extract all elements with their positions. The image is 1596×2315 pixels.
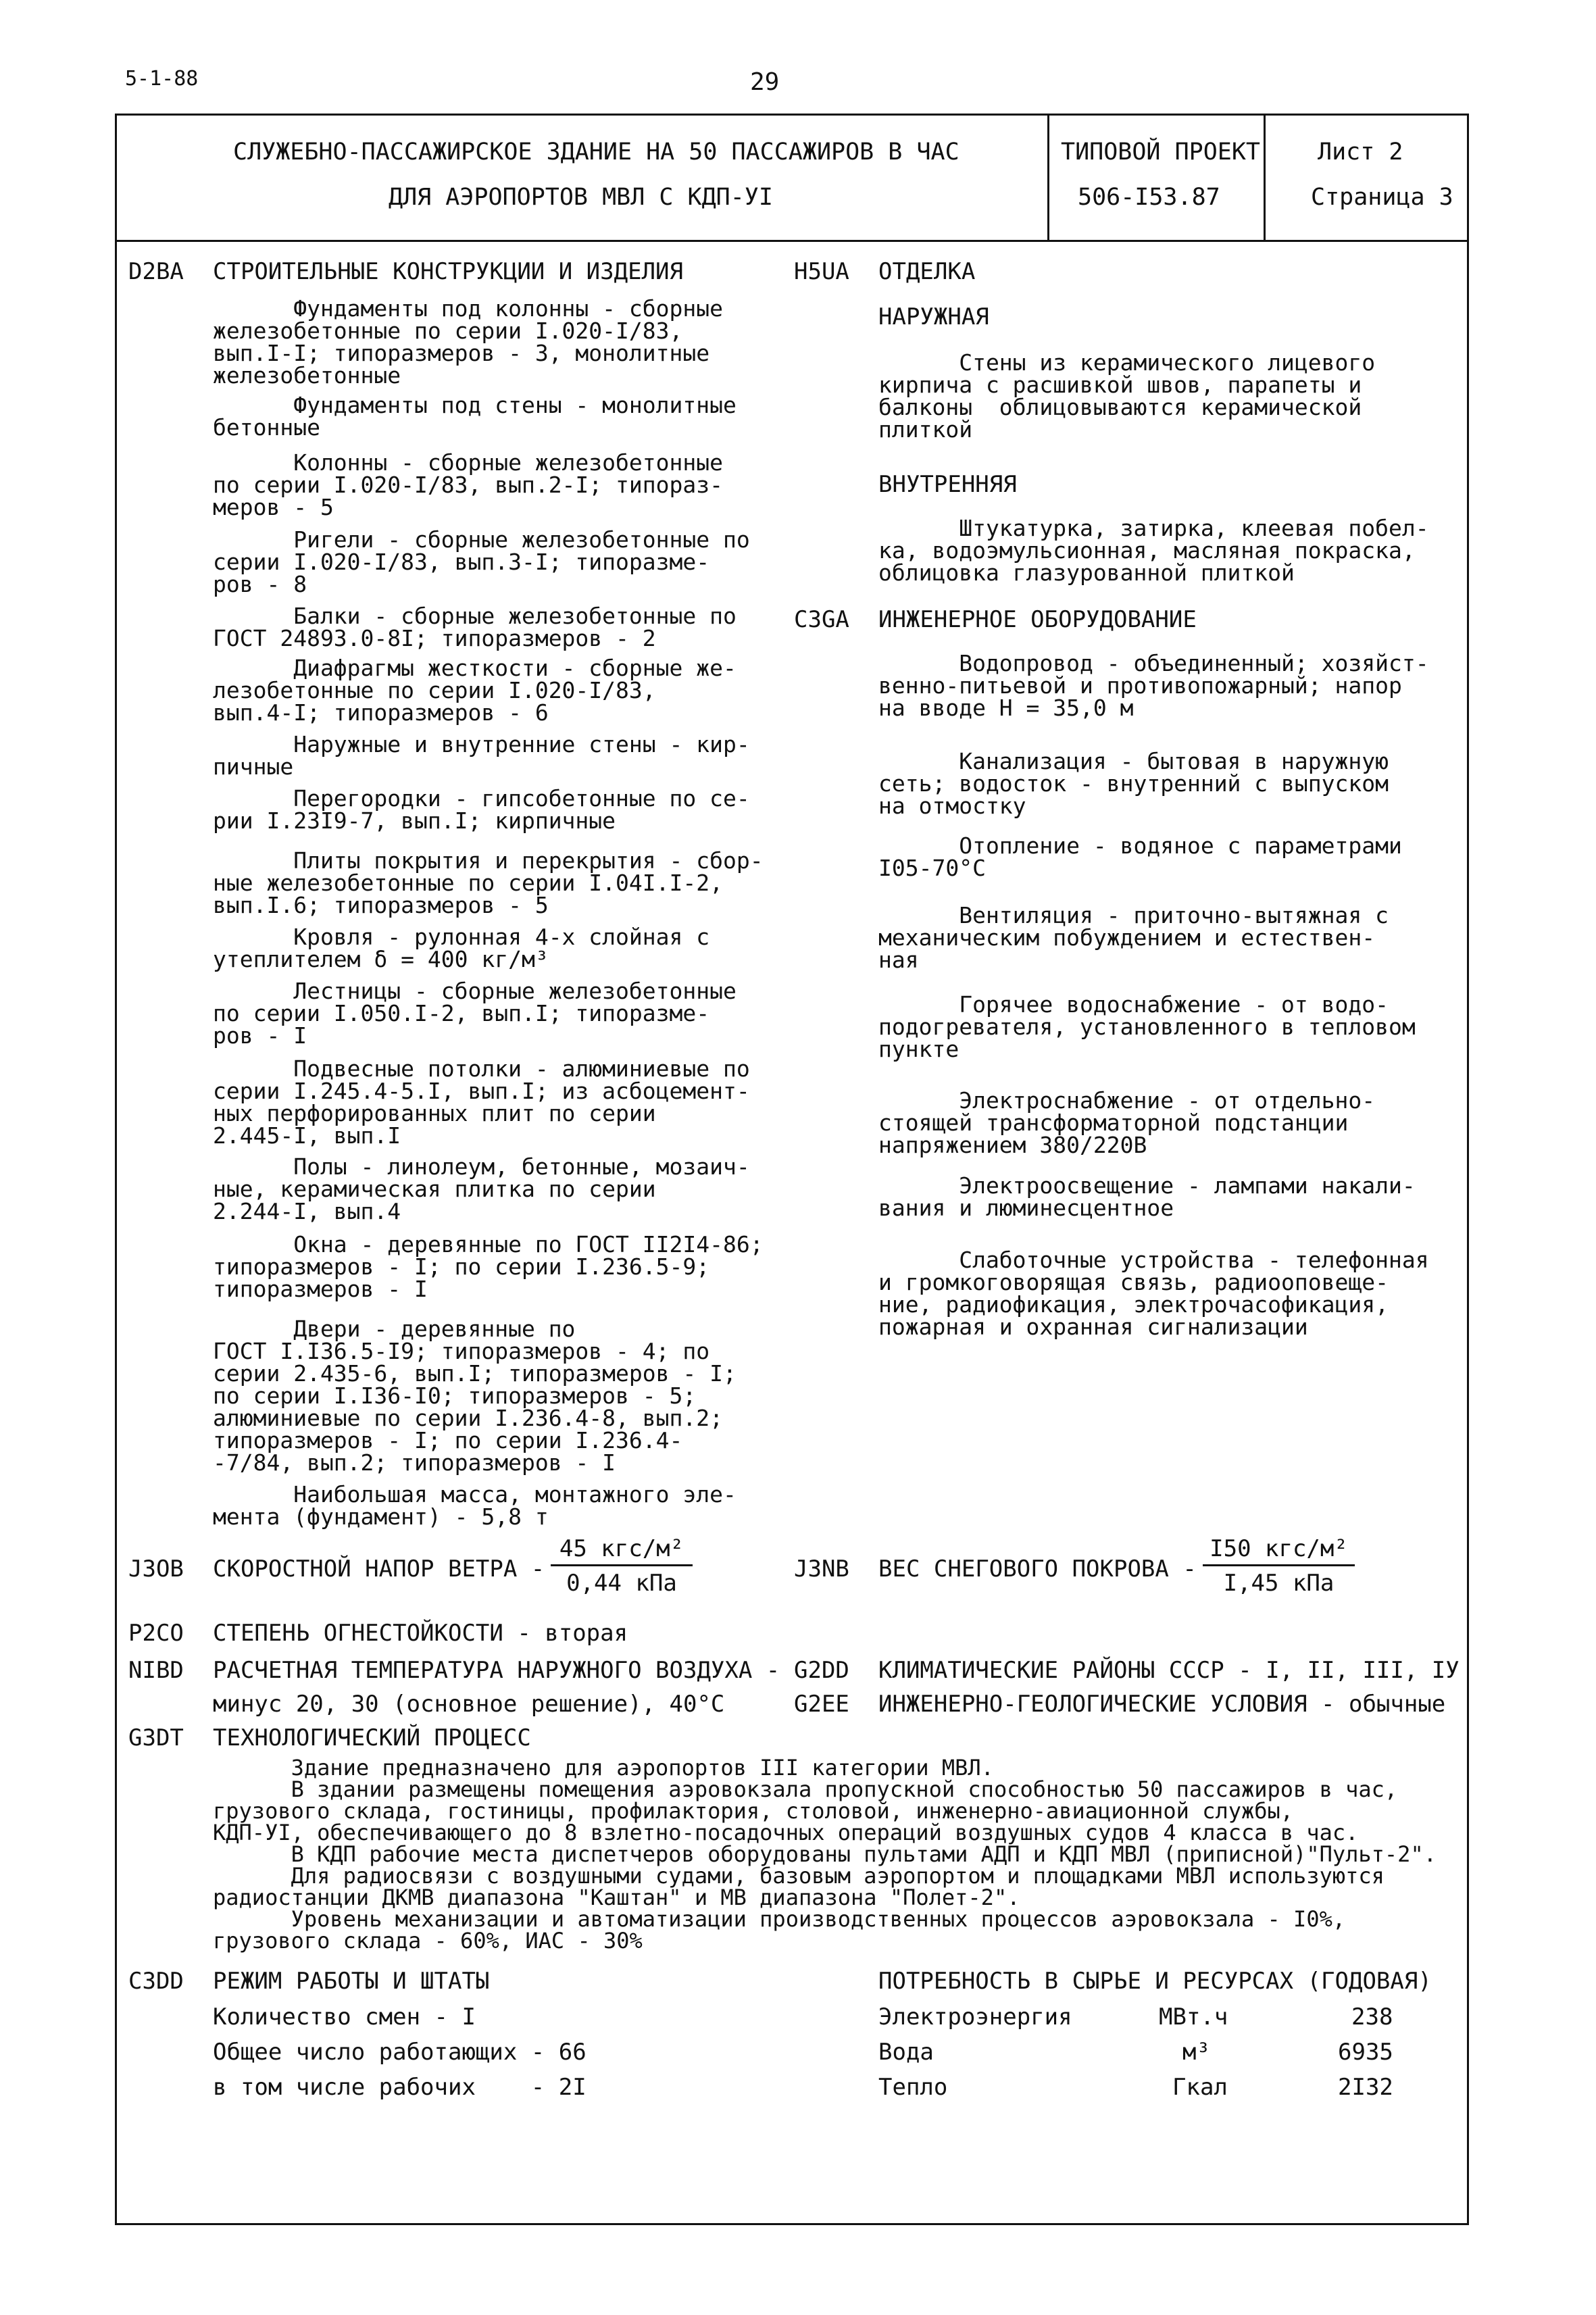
snow-code: J3NB bbox=[794, 1555, 849, 1583]
text-line: пункте bbox=[878, 1036, 959, 1062]
engineering-item bbox=[878, 904, 1389, 971]
text-line: В здании размещены помещения аэровокзала пропускной способностью 50 пассажиров в час, bbox=[213, 1776, 1398, 1802]
text-line: кирпича с расшивкой швов, парапеты и bbox=[878, 372, 1362, 398]
text-line: Уровень механизации и автоматизации производственных процессов аэровокзала - I0%, bbox=[213, 1906, 1346, 1932]
snow-value-kpa: I,45 кПа bbox=[1223, 1570, 1335, 1597]
text-line: Кровля - рулонная 4-х слойная с bbox=[213, 924, 710, 950]
engineering-item bbox=[878, 1174, 1416, 1219]
text-line: ные железобетонные по серии I.04I.I-2, bbox=[213, 870, 723, 896]
construction-item bbox=[213, 657, 737, 724]
text-line: балконы облицовываются керамической bbox=[878, 394, 1362, 420]
text-line: Наибольшая масса, монтажного эле- bbox=[213, 1481, 737, 1508]
page-number: 29 bbox=[750, 68, 780, 96]
text-line: грузового склада - 60%, ИАС - 30% bbox=[213, 1928, 643, 1953]
engineering-item bbox=[878, 993, 1416, 1060]
text-line: по серии I.050.I-2, вып.I; типоразме- bbox=[213, 1000, 710, 1026]
text-line: железобетонные по серии I.020-I/83, bbox=[213, 318, 683, 344]
engineering-item bbox=[878, 1089, 1375, 1156]
text-line: Лестницы - сборные железобетонные bbox=[213, 978, 737, 1004]
regime-code: C3DD bbox=[128, 1968, 184, 1995]
header-title-line2: ДЛЯ АЭРОПОРТОВ МВЛ С КДП-УI bbox=[389, 184, 773, 211]
sheet-number: Лист 2 bbox=[1318, 139, 1403, 166]
text-line: ГОСТ 24893.0-8I; типоразмеров - 2 bbox=[213, 625, 656, 651]
text-line: Электроосвещение - лампами накали- bbox=[878, 1172, 1416, 1199]
resource-name: Вода bbox=[878, 2039, 934, 2066]
construction-item bbox=[213, 1318, 737, 1474]
text-line: ров - I bbox=[213, 1022, 307, 1049]
text-line: Двери - деревянные по bbox=[213, 1316, 576, 1342]
text-line: Перегородки - гипсобетонные по се- bbox=[213, 785, 750, 812]
text-line: сеть; водосток - внутренний с выпуском bbox=[878, 770, 1389, 797]
construction-item bbox=[213, 1233, 764, 1300]
text-line: Плиты покрытия и перекрытия - сбор- bbox=[213, 847, 764, 874]
corner-code: 5-1-88 bbox=[125, 67, 199, 91]
construction-item bbox=[213, 451, 723, 518]
text-line: подогревателя, установленного в тепловом bbox=[878, 1014, 1416, 1040]
text-line: рии I.23I9-7, вып.I; кирпичные bbox=[213, 807, 616, 834]
tech-title: ТЕХНОЛОГИЧЕСКИЙ ПРОЦЕСС bbox=[213, 1724, 531, 1751]
construction-code: D2BA bbox=[128, 258, 184, 285]
regime-title: РЕЖИМ РАБОТЫ И ШТАТЫ bbox=[213, 1968, 490, 1995]
resource-name: Электроэнергия bbox=[878, 2003, 1072, 2031]
text-line: -7/84, вып.2; типоразмеров - I bbox=[213, 1449, 616, 1476]
resource-value: 6935 bbox=[1338, 2039, 1393, 2066]
geo-code: G2EE bbox=[794, 1691, 849, 1718]
text-line: В КДП рабочие места диспетчеров оборудованы пультами АДП и КДП МВЛ (приписной)"Пульт-2". bbox=[213, 1841, 1437, 1867]
tech-process-text bbox=[213, 1757, 1437, 1951]
geo-conditions: ИНЖЕНЕРНО-ГЕОЛОГИЧЕСКИЕ УСЛОВИЯ - обычные bbox=[878, 1691, 1446, 1718]
text-line: Окна - деревянные по ГОСТ II2I4-86; bbox=[213, 1231, 764, 1258]
engineering-item bbox=[878, 750, 1389, 817]
snow-value-kgs: I50 кгс/м² bbox=[1203, 1537, 1355, 1566]
wind-value-kpa: 0,44 кПа bbox=[566, 1570, 677, 1597]
engineering-item bbox=[878, 832, 1402, 881]
page-label: Страница 3 bbox=[1311, 184, 1453, 211]
text-line: вып.4-I; типоразмеров - 6 bbox=[213, 699, 549, 726]
text-line: вып.I.6; типоразмеров - 5 bbox=[213, 892, 549, 918]
snow-value bbox=[1203, 1537, 1355, 1595]
text-line: Здание предназначено для аэропортов III категории МВЛ. bbox=[213, 1755, 994, 1781]
text-line: Слаботочные устройства - телефонная bbox=[878, 1247, 1429, 1273]
text-line: ров - 8 bbox=[213, 571, 307, 597]
finish-code: H5UA bbox=[794, 258, 849, 285]
construction-item bbox=[213, 733, 750, 778]
text-line: типоразмеров - I; по серии I.236.4- bbox=[213, 1427, 683, 1453]
text-line: Ригели - сборные железобетонные по bbox=[213, 526, 750, 553]
text-line: ние, радиофикация, электрочасофикация, bbox=[878, 1291, 1389, 1318]
text-line: Полы - линолеум, бетонные, мозаич- bbox=[213, 1153, 750, 1180]
wind-label: СКОРОСТНОЙ НАПОР ВЕТРА - bbox=[213, 1555, 545, 1583]
header-title-line1: СЛУЖЕБНО-ПАССАЖИРСКОЕ ЗДАНИЕ НА 50 ПАССАЖИРОВ В ЧАС bbox=[233, 139, 959, 166]
text-line: Балки - сборные железобетонные по bbox=[213, 603, 737, 629]
text-line: напряжением 380/220В bbox=[878, 1132, 1147, 1158]
text-line: Вентиляция - приточно-вытяжная с bbox=[878, 902, 1389, 928]
text-line: Отопление - водяное с параметрами bbox=[878, 832, 1402, 859]
text-line: и громкоговорящая связь, радиооповеще- bbox=[878, 1269, 1389, 1295]
finish-title: ОТДЕЛКА bbox=[878, 258, 976, 285]
temp-code: NIBD bbox=[128, 1657, 184, 1684]
text-line: Для радиосвязи с воздушными судами, базовым аэропортом и площадками МВЛ используются bbox=[213, 1863, 1385, 1889]
text-line: ных перфорированных плит по серии bbox=[213, 1100, 656, 1126]
text-line: на вводе Н = 35,0 м bbox=[878, 695, 1134, 721]
construction-item bbox=[213, 849, 764, 916]
construction-item bbox=[213, 605, 737, 649]
text-line: бетонные bbox=[213, 414, 320, 441]
text-line: железобетонные bbox=[213, 362, 401, 389]
construction-item bbox=[213, 528, 750, 595]
text-line: I05-70°С bbox=[878, 855, 986, 881]
text-line: вания и люминесцентное bbox=[878, 1195, 1174, 1221]
wind-value-kgs: 45 кгс/м² bbox=[551, 1537, 693, 1566]
construction-item bbox=[213, 1483, 737, 1528]
snow-label: ВЕС СНЕГОВОГО ПОКРОВА - bbox=[878, 1555, 1197, 1583]
text-line: утеплителем δ = 400 кг/м³ bbox=[213, 946, 549, 972]
resource-unit: Гкал bbox=[1172, 2074, 1228, 2101]
text-line: типоразмеров - I bbox=[213, 1276, 428, 1302]
climate-code: G2DD bbox=[794, 1657, 849, 1684]
text-line: Фундаменты под стены - монолитные bbox=[213, 392, 737, 418]
text-line: меров - 5 bbox=[213, 494, 334, 520]
staff-workers: в том числе рабочих - 2I bbox=[213, 2074, 587, 2101]
text-line: Электроснабжение - от отдельно- bbox=[878, 1087, 1376, 1114]
inner-finish-title: ВНУТРЕННЯЯ bbox=[878, 471, 1017, 498]
text-line: на отмостку bbox=[878, 793, 1026, 819]
climate-regions: КЛИМАТИЧЕСКИЕ РАЙОНЫ СССР - I, II, III, IУ bbox=[878, 1657, 1460, 1684]
staff-total: Общее число работающих - 66 bbox=[213, 2039, 587, 2066]
engineering-item bbox=[878, 1249, 1429, 1338]
text-line: грузового склада, гостиницы, профилактория, столовой, инженерно-авиационной службы, bbox=[213, 1798, 1294, 1824]
text-line: Канализация - бытовая в наружную bbox=[878, 748, 1389, 774]
text-line: по серии I.I36-I0; типоразмеров - 5; bbox=[213, 1383, 697, 1409]
construction-item bbox=[213, 787, 750, 832]
text-line: венно-питьевой и противопожарный; напор bbox=[878, 672, 1402, 699]
resources-title: ПОТРЕБНОСТЬ В СЫРЬЕ И РЕСУРСАХ (ГОДОВАЯ) bbox=[878, 1968, 1432, 1995]
text-line: ная bbox=[878, 947, 919, 973]
text-line: плиткой bbox=[878, 416, 973, 443]
text-line: Штукатурка, затирка, клеевая побел- bbox=[878, 515, 1429, 541]
text-line: 2.244-I, вып.4 bbox=[213, 1198, 401, 1224]
text-line: мента (фундамент) - 5,8 т bbox=[213, 1503, 549, 1530]
outer-finish-title: НАРУЖНАЯ bbox=[878, 303, 989, 330]
fire-resistance: СТЕПЕНЬ ОГНЕСТОЙКОСТИ - вторая bbox=[213, 1620, 628, 1647]
text-line: стоящей трансформаторной подстанции bbox=[878, 1110, 1349, 1136]
resource-name: Тепло bbox=[878, 2074, 948, 2101]
text-line: по серии I.020-I/83, вып.2-I; типораз- bbox=[213, 472, 723, 498]
resource-value: 238 bbox=[1351, 2003, 1393, 2031]
text-line: 2.445-I, вып.I bbox=[213, 1122, 401, 1149]
wind-code: J3OB bbox=[128, 1555, 184, 1583]
construction-item bbox=[213, 980, 737, 1047]
resource-unit: м³ bbox=[1182, 2039, 1210, 2066]
tech-code: G3DT bbox=[128, 1724, 184, 1751]
text-line: Колонны - сборные железобетонные bbox=[213, 449, 723, 476]
text-line: серии I.020-I/83, вып.3-I; типоразме- bbox=[213, 549, 710, 575]
engineering-item bbox=[878, 652, 1429, 719]
resource-value: 2I32 bbox=[1338, 2074, 1393, 2101]
text-line: вып.I-I; типоразмеров - 3, монолитные bbox=[213, 340, 710, 366]
text-line: лезобетонные по серии I.020-I/83, bbox=[213, 677, 656, 703]
text-line: ГОСТ I.I36.5-I9; типоразмеров - 4; по bbox=[213, 1338, 710, 1364]
resource-unit: МВт.ч bbox=[1159, 2003, 1228, 2031]
text-line: типоразмеров - I; по серии I.236.5-9; bbox=[213, 1253, 710, 1280]
text-line: пожарная и охранная сигнализации bbox=[878, 1314, 1308, 1340]
construction-item bbox=[213, 1057, 750, 1147]
construction-item bbox=[213, 926, 709, 970]
text-line: Фундаменты под колонны - сборные bbox=[213, 295, 723, 322]
text-line: механическим побуждением и естествен- bbox=[878, 924, 1376, 951]
construction-item bbox=[213, 297, 723, 387]
text-line: ные, керамическая плитка по серии bbox=[213, 1176, 656, 1202]
text-line: Горячее водоснабжение - от водо- bbox=[878, 991, 1389, 1018]
text-line: Подвесные потолки - алюминиевые по bbox=[213, 1055, 750, 1082]
shift-count: Количество смен - I bbox=[213, 2003, 476, 2031]
text-line: Наружные и внутренние стены - кир- bbox=[213, 731, 750, 757]
design-temperature: РАСЧЕТНАЯ ТЕМПЕРАТУРА НАРУЖНОГО ВОЗДУХА - bbox=[213, 1657, 780, 1684]
text-line: серии 2.435-6, вып.I; типоразмеров - I; bbox=[213, 1360, 737, 1387]
fire-code: P2CO bbox=[128, 1620, 184, 1647]
text-line: пичные bbox=[213, 753, 294, 780]
text-line: алюминиевые по серии I.236.4-8, вып.2; bbox=[213, 1405, 723, 1431]
project-number: 506-I53.87 bbox=[1078, 184, 1220, 211]
project-label: ТИПОВОЙ ПРОЕКТ bbox=[1061, 139, 1261, 166]
engineering-code: C3GA bbox=[794, 606, 849, 633]
outer-finish-text bbox=[878, 351, 1375, 441]
text-line: Диафрагмы жесткости - сборные же- bbox=[213, 655, 737, 681]
construction-item bbox=[213, 394, 737, 439]
text-line: ка, водоэмульсионная, масляная покраска, bbox=[878, 537, 1416, 564]
text-line: КДП-УI, обеспечивающего до 8 взлетно-посадочных операций воздушных судов 4 класса в час. bbox=[213, 1820, 1359, 1845]
wind-value bbox=[551, 1537, 693, 1595]
inner-finish-text bbox=[878, 517, 1429, 584]
text-line: Стены из керамического лицевого bbox=[878, 349, 1376, 376]
text-line: радиостанции ДКМВ диапазона "Каштан" и МВ диапазона "Полет-2". bbox=[213, 1885, 1020, 1910]
text-line: облицовка глазурованной плиткой bbox=[878, 559, 1295, 586]
engineering-title: ИНЖЕНЕРНОЕ ОБОРУДОВАНИЕ bbox=[878, 606, 1197, 633]
design-temperature-values: минус 20, 30 (основное решение), 40°С bbox=[213, 1691, 725, 1718]
text-line: Водопровод - объединенный; хозяйст- bbox=[878, 650, 1429, 676]
construction-item bbox=[213, 1155, 750, 1222]
text-line: серии I.245.4-5.I, вып.I; из асбоцемент- bbox=[213, 1078, 750, 1104]
construction-title: СТРОИТЕЛЬНЫЕ КОНСТРУКЦИИ И ИЗДЕЛИЯ bbox=[213, 258, 683, 285]
